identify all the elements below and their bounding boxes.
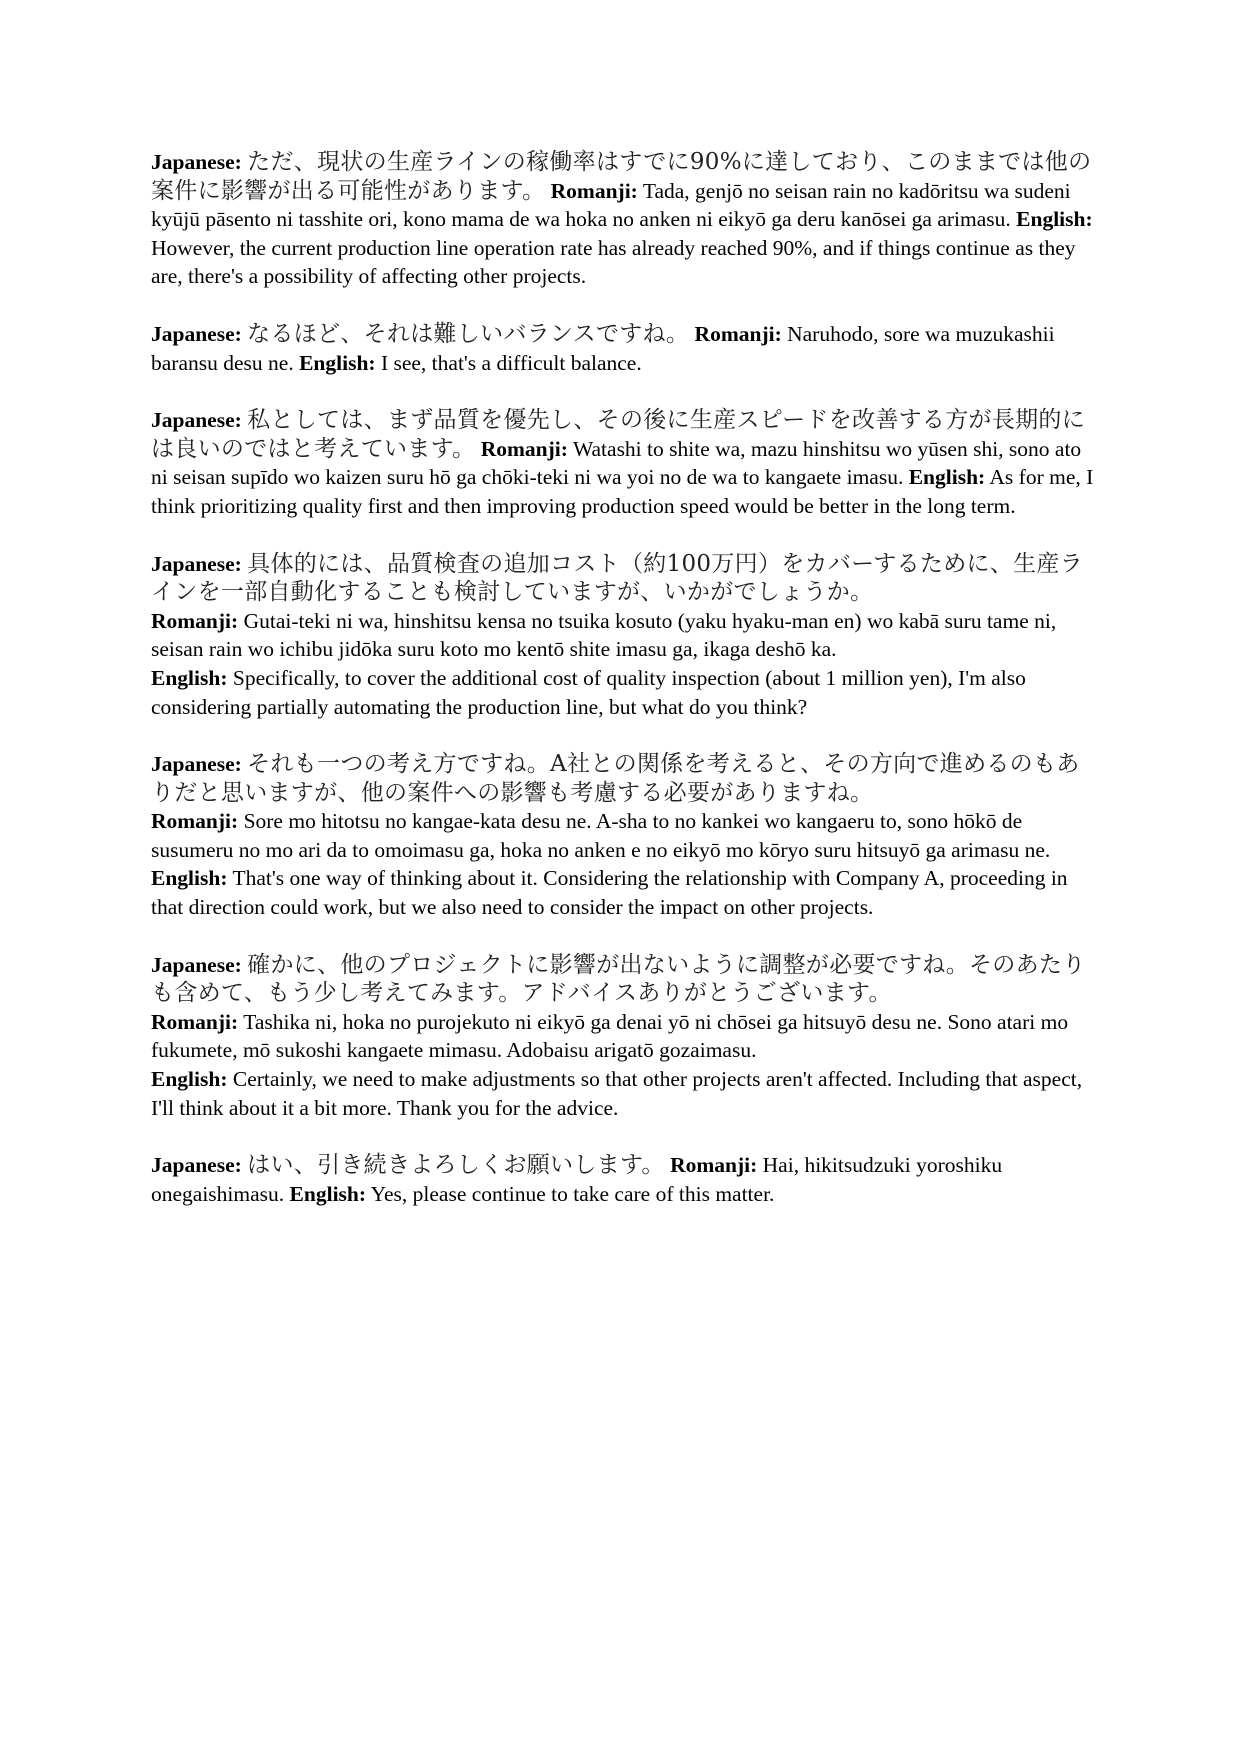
japanese-label: Japanese: xyxy=(151,321,242,346)
english-label: English: xyxy=(151,866,228,891)
japanese-text: なるほど、それは難しいバランスですね。 xyxy=(247,320,690,347)
english-text: I see, that's a difficult balance. xyxy=(380,350,642,375)
english-text: That's one way of thinking about it. Considering the relationship with Company A, proceeding in that direction could work, but we also need to consider the impact on other projects. xyxy=(151,866,1068,920)
japanese-text: 具体的には、品質検査の追加コスト（約100万円）をカバーするために、生産ラインを一部自動化することも検討していますが、いかがでしょうか。 xyxy=(151,550,1084,606)
romanji-text: Watashi to shite wa, mazu hinshitsu wo yūsen shi, sono ato ni seisan supīdo wo kaizen suru hō ga chōki-teki ni wa yoi no de wa to kangaete imasu. xyxy=(151,436,1082,490)
japanese-label: Japanese: xyxy=(151,1153,242,1178)
romanji-label: Romanji: xyxy=(151,608,239,633)
english-text: Specifically, to cover the additional cost of quality inspection (about 1 million yen), I'm also considering partially automating the production line, but what do you think? xyxy=(151,665,1026,719)
japanese-text: 確かに、他のプロジェクトに影響が出ないように調整が必要ですね。そのあたりも含めて、もう少し考えてみます。アドバイスありがとうございます。 xyxy=(151,951,1086,1007)
romanji-text: Tashika ni, hoka no purojekuto ni eikyō ga denai yō ni chōsei ga hitsuyō desu ne. Sono atari mo fukumete, mō sukoshi kangaete mimasu. Adobaisu arigatō gozaimasu. xyxy=(151,1009,1069,1063)
romanji-label: Romanji: xyxy=(151,1009,239,1034)
english-label: English: xyxy=(1016,207,1093,232)
romanji-label: Romanji: xyxy=(550,178,638,203)
japanese-label: Japanese: xyxy=(151,952,242,977)
dialogue-entry xyxy=(151,550,1096,722)
japanese-text: ただ、現状の生産ラインの稼働率はすでに90%に達しており、このままでは他の案件に影響が出る可能性があります。 xyxy=(151,149,1092,204)
english-text: Certainly, we need to make adjustments so that other projects aren't affected. Including that aspect, I'll think about it a bit more. Thank you for the advice. xyxy=(151,1067,1083,1120)
romanji-label: Romanji: xyxy=(480,436,568,461)
japanese-label: Japanese: xyxy=(151,752,242,777)
japanese-text: はい、引き続きよろしくお願いします。 xyxy=(247,1152,665,1179)
romanji-label: Romanji: xyxy=(151,809,239,834)
dialogue-entry xyxy=(151,148,1096,291)
dialogue-entry xyxy=(151,750,1096,922)
romanji-text: Naruhodo, sore wa muzukashii baransu desu ne. xyxy=(151,321,1055,375)
japanese-text: 私としては、まず品質を優先し、その後に生産スピードを改善する方が長期的には良いのではと考えています。 xyxy=(151,407,1086,462)
english-label: English: xyxy=(299,350,376,375)
document-body xyxy=(151,148,1096,1237)
romanji-label: Romanji: xyxy=(670,1153,758,1178)
japanese-label: Japanese: xyxy=(151,408,242,433)
japanese-text: それも一つの考え方ですね。A社との関係を考えると、その方向で進めるのもありだと思いますが、他の案件への影響も考慮する必要がありますね。 xyxy=(151,751,1080,806)
romanji-text: Sore mo hitotsu no kangae-kata desu ne. A-sha to no kankei wo kangaeru to, sono hōkō de susumeru no mo ari da to omoimasu ga, hoka no anken e no eikyō mo kōryo suru hitsuyō ga arimasu ne. xyxy=(151,809,1051,862)
english-label: English: xyxy=(151,665,228,690)
japanese-label: Japanese: xyxy=(151,551,242,576)
romanji-label: Romanji: xyxy=(694,321,782,346)
english-label: English: xyxy=(151,1067,228,1092)
romanji-text: Tada, genjō no seisan rain no kadōritsu wa sudeni kyūjū pāsento ni tasshite ori, kono mama de wa hoka no anken ni eikyō ga deru kanōsei ga arimasu. xyxy=(151,178,1071,232)
dialogue-entry xyxy=(151,1151,1096,1208)
dialogue-entry xyxy=(151,320,1096,377)
romanji-text: Hai, hikitsudzuki yoroshiku onegaishimasu. xyxy=(151,1153,1003,1206)
english-text: However, the current production line operation rate has already reached 90%, and if things continue as they are, there's a possibility of affecting other projects. xyxy=(151,235,1076,289)
english-label: English: xyxy=(289,1181,367,1206)
japanese-label: Japanese: xyxy=(151,150,242,174)
dialogue-entry xyxy=(151,951,1096,1123)
english-label: English: xyxy=(908,465,986,490)
romanji-text: Gutai-teki ni wa, hinshitsu kensa no tsuika kosuto (yaku hyaku-man en) wo kabā suru tame ni, seisan rain wo ichibu jidōka suru koto mo kentō shite imasu ga, ikaga deshō ka. xyxy=(151,608,1057,662)
dialogue-entry xyxy=(151,406,1096,520)
english-text: Yes, please continue to take care of this matter. xyxy=(370,1181,775,1206)
english-text: As for me, I think prioritizing quality first and then improving production speed would be better in the long term. xyxy=(151,465,1094,518)
